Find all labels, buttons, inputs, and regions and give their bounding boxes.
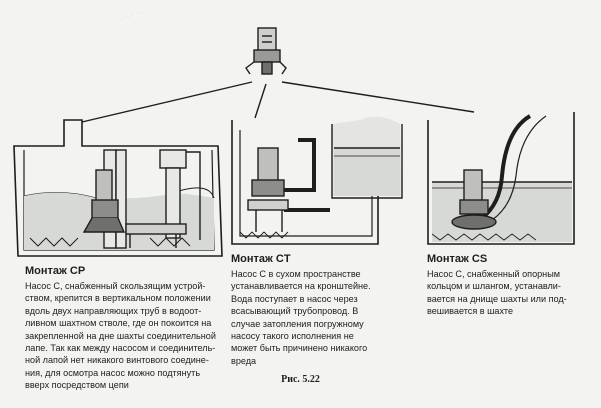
caption-ct-line: Вода поступает в насос через [231,293,358,304]
caption-cp-line: ством, крепится в вертикальном положении [25,293,211,304]
illustration-cp [14,120,222,256]
top-pump-illustration [246,28,286,74]
caption-cp-title: Монтаж CP [25,265,86,277]
illustration-cs [428,112,574,244]
caption-cp-line: лапе. Так как между насосом и соединитель- [25,343,216,354]
caption-cp-line: вверх посредством цепи [25,380,129,391]
caption-ct-line: всасывающий трубопровод. В [231,306,359,317]
connector-line-right [282,82,474,112]
bleed-through-mark: · · · · · · · · [110,8,143,27]
caption-ct-line: случае затопления погружному [231,318,364,329]
caption-ct-title: Монтаж CT [231,253,291,265]
illustration-ct [232,117,402,244]
caption-ct-line: устанавливается на кронштейне. [231,281,371,292]
caption-cp-line: закрепленной на дне шахты соединительной [25,330,216,341]
caption-cp-line: ния, для осмотра насос можно подтянуть [25,367,201,378]
caption-cp-line: вдоль двух направляющих труб в водоот- [25,305,202,316]
caption-cs-title: Монтаж CS [427,253,488,265]
caption-ct [231,252,371,367]
caption-cs [427,252,567,318]
caption-ct-line: вреда [231,355,257,366]
connector-line-left [82,82,252,122]
caption-cs-line: Насос С, снабженный опорным [427,269,560,279]
caption-ct-line: Насос С в сухом пространстве [231,269,361,279]
caption-cp-line: ливном шахтном стволе, где он покоится на [25,318,212,329]
caption-cs-line: кольцом и шлангом, устанавли- [427,281,561,292]
caption-cp [25,264,216,392]
caption-cs-line: вешивается в шахте [427,306,514,317]
connector-line-middle [255,84,266,118]
figure-label: Рис. 5.22 [281,374,320,385]
caption-cp-line: Насос С, снабженный скользящим устрой- [25,281,206,291]
caption-ct-line: может быть причинено никакого [231,343,368,354]
caption-cp-line: ной лапой нет никакого винтового соедине- [25,355,209,366]
caption-ct-line: насосу такого исполнения не [231,331,354,342]
caption-cs-line: вается на днище шахты или под- [427,293,567,304]
